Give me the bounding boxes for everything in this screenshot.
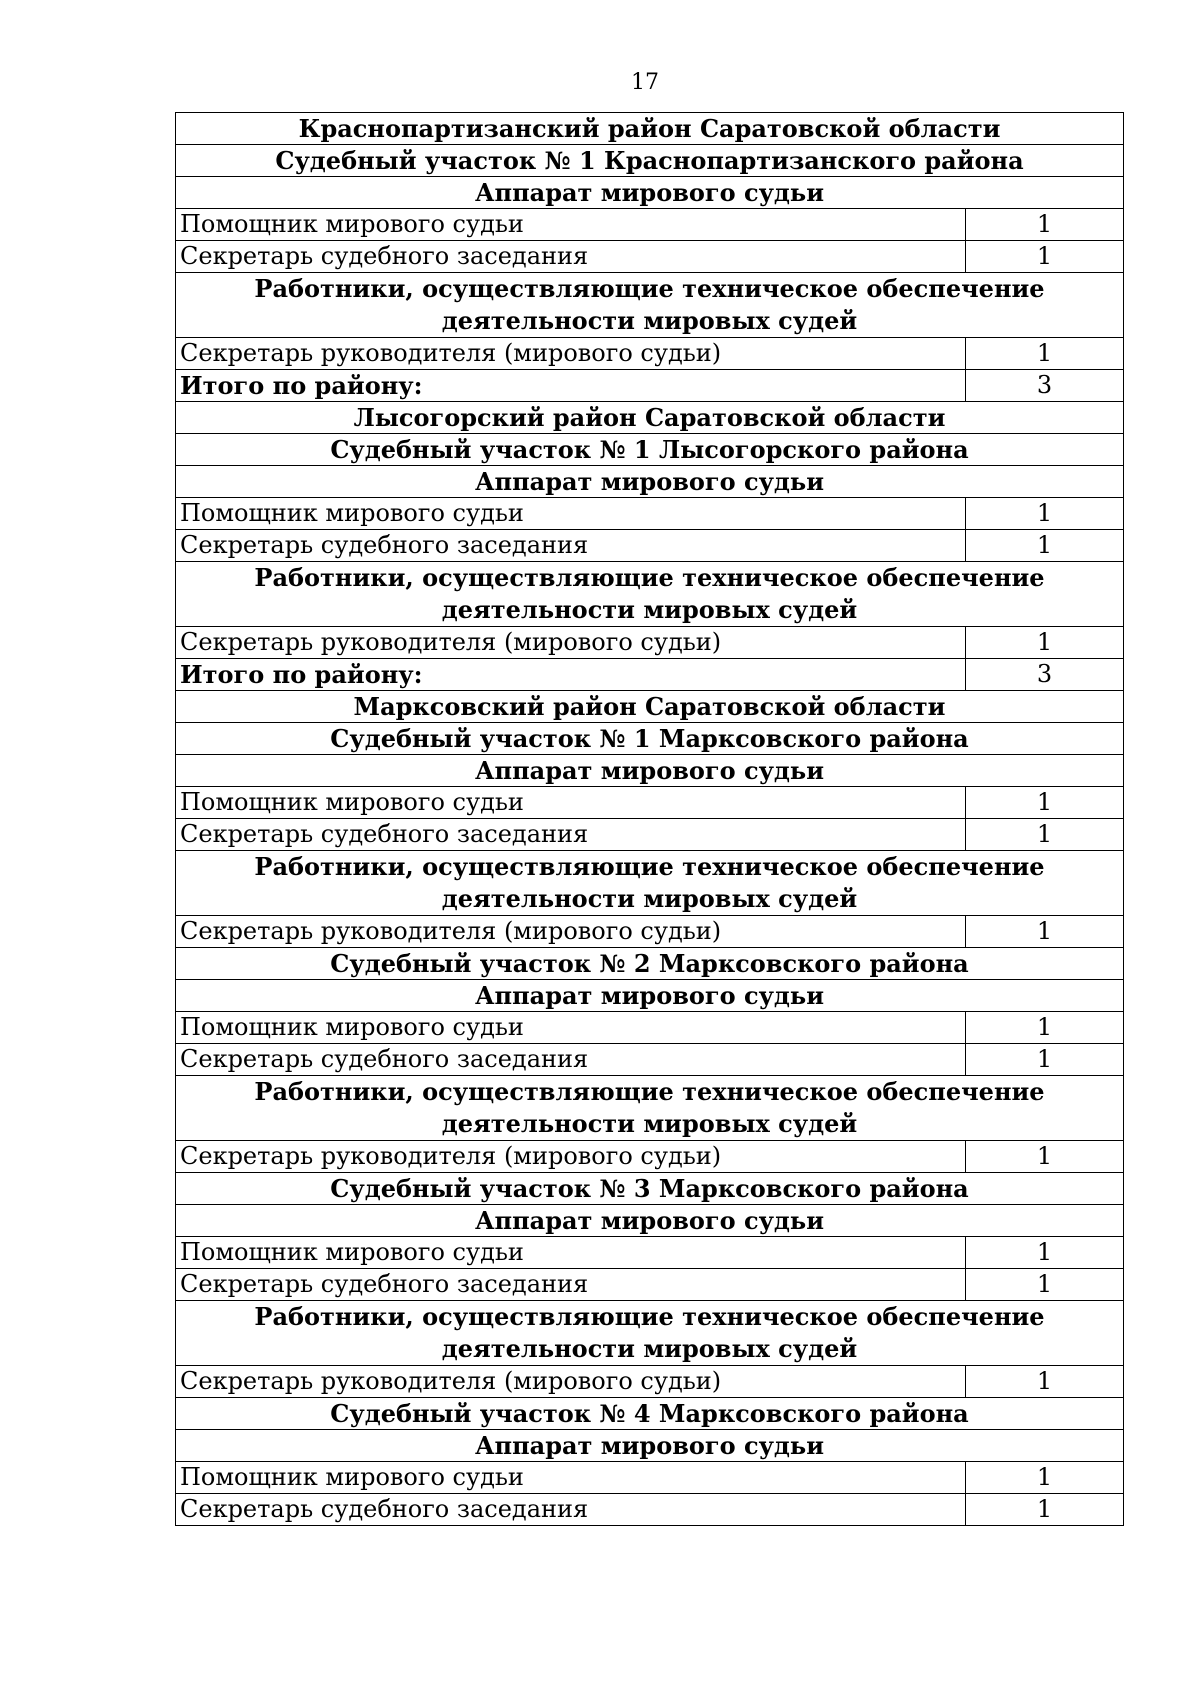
section-header-row <box>176 851 1124 916</box>
position-count: 1 <box>966 530 1124 562</box>
position-name: Секретарь руководителя (мирового судьи) <box>176 916 966 948</box>
section-header-row <box>176 466 1124 498</box>
position-row <box>176 1494 1124 1526</box>
position-row <box>176 1462 1124 1494</box>
section-header-row <box>176 177 1124 209</box>
position-name: Помощник мирового судьи <box>176 1462 966 1494</box>
position-name: Помощник мирового судьи <box>176 498 966 530</box>
position-name: Секретарь руководителя (мирового судьи) <box>176 338 966 370</box>
section-header-row <box>176 145 1124 177</box>
total-value: 3 <box>966 370 1124 402</box>
position-name: Секретарь судебного заседания <box>176 530 966 562</box>
position-row <box>176 627 1124 659</box>
position-row <box>176 530 1124 562</box>
page-number: 17 <box>631 70 659 95</box>
position-row <box>176 338 1124 370</box>
position-row <box>176 241 1124 273</box>
position-row <box>176 498 1124 530</box>
position-count: 1 <box>966 241 1124 273</box>
section-header-text: Судебный участок № 4 Марксовского района <box>176 1398 1124 1430</box>
section-header-text: Аппарат мирового судьи <box>176 177 1124 209</box>
position-row <box>176 787 1124 819</box>
position-name: Секретарь судебного заседания <box>176 1269 966 1301</box>
section-header-text: Аппарат мирового судьи <box>176 1205 1124 1237</box>
section-header-row <box>176 434 1124 466</box>
position-name: Помощник мирового судьи <box>176 209 966 241</box>
section-header-row <box>176 562 1124 627</box>
section-header-text: Аппарат мирового судьи <box>176 466 1124 498</box>
section-header-text: Работники, осуществляющие техническое обеспечение деятельности мировых судей <box>176 273 1124 338</box>
section-header-text: Судебный участок № 2 Марксовского района <box>176 948 1124 980</box>
position-name: Секретарь руководителя (мирового судьи) <box>176 1366 966 1398</box>
section-header-row <box>176 948 1124 980</box>
position-name: Секретарь судебного заседания <box>176 1494 966 1526</box>
total-label: Итого по району: <box>176 659 966 691</box>
staffing-table-body <box>176 113 1124 1526</box>
position-count: 1 <box>966 1494 1124 1526</box>
section-header-text: Краснопартизанский район Саратовской области <box>176 113 1124 145</box>
section-header-row <box>176 402 1124 434</box>
section-header-row <box>176 1205 1124 1237</box>
position-name: Секретарь руководителя (мирового судьи) <box>176 1141 966 1173</box>
section-header-row <box>176 1301 1124 1366</box>
section-header-text: Аппарат мирового судьи <box>176 980 1124 1012</box>
position-row <box>176 1044 1124 1076</box>
section-header-row <box>176 691 1124 723</box>
section-header-text: Работники, осуществляющие техническое обеспечение деятельности мировых судей <box>176 1301 1124 1366</box>
total-label: Итого по району: <box>176 370 966 402</box>
section-header-row <box>176 980 1124 1012</box>
position-count: 1 <box>966 1366 1124 1398</box>
position-name: Секретарь руководителя (мирового судьи) <box>176 627 966 659</box>
position-row <box>176 1141 1124 1173</box>
total-row <box>176 370 1124 402</box>
section-header-row <box>176 1398 1124 1430</box>
section-header-text: Аппарат мирового судьи <box>176 755 1124 787</box>
section-header-text: Работники, осуществляющие техническое обеспечение деятельности мировых судей <box>176 1076 1124 1141</box>
section-header-row <box>176 1076 1124 1141</box>
section-header-text: Работники, осуществляющие техническое обеспечение деятельности мировых судей <box>176 562 1124 627</box>
total-value: 3 <box>966 659 1124 691</box>
section-header-text: Судебный участок № 3 Марксовского района <box>176 1173 1124 1205</box>
section-header-row <box>176 755 1124 787</box>
position-name: Помощник мирового судьи <box>176 1237 966 1269</box>
position-count: 1 <box>966 1012 1124 1044</box>
position-count: 1 <box>966 1269 1124 1301</box>
section-header-text: Аппарат мирового судьи <box>176 1430 1124 1462</box>
position-count: 1 <box>966 916 1124 948</box>
position-count: 1 <box>966 498 1124 530</box>
position-count: 1 <box>966 338 1124 370</box>
position-count: 1 <box>966 1237 1124 1269</box>
position-row <box>176 916 1124 948</box>
position-row <box>176 1366 1124 1398</box>
position-row <box>176 209 1124 241</box>
position-count: 1 <box>966 1141 1124 1173</box>
position-count: 1 <box>966 819 1124 851</box>
position-name: Секретарь судебного заседания <box>176 819 966 851</box>
section-header-row <box>176 723 1124 755</box>
position-count: 1 <box>966 787 1124 819</box>
section-header-row <box>176 1430 1124 1462</box>
section-header-row <box>176 113 1124 145</box>
position-count: 1 <box>966 1044 1124 1076</box>
section-header-row <box>176 273 1124 338</box>
section-header-text: Судебный участок № 1 Лысогорского района <box>176 434 1124 466</box>
section-header-text: Марксовский район Саратовской области <box>176 691 1124 723</box>
position-row <box>176 1269 1124 1301</box>
position-name: Помощник мирового судьи <box>176 1012 966 1044</box>
position-name: Секретарь судебного заседания <box>176 241 966 273</box>
position-count: 1 <box>966 627 1124 659</box>
position-count: 1 <box>966 209 1124 241</box>
position-name: Помощник мирового судьи <box>176 787 966 819</box>
section-header-row <box>176 1173 1124 1205</box>
section-header-text: Судебный участок № 1 Марксовского района <box>176 723 1124 755</box>
position-name: Секретарь судебного заседания <box>176 1044 966 1076</box>
staffing-table <box>175 112 1124 1526</box>
section-header-text: Лысогорский район Саратовской области <box>176 402 1124 434</box>
position-row <box>176 1012 1124 1044</box>
section-header-text: Работники, осуществляющие техническое обеспечение деятельности мировых судей <box>176 851 1124 916</box>
position-row <box>176 1237 1124 1269</box>
position-row <box>176 819 1124 851</box>
position-count: 1 <box>966 1462 1124 1494</box>
section-header-text: Судебный участок № 1 Краснопартизанского района <box>176 145 1124 177</box>
total-row <box>176 659 1124 691</box>
